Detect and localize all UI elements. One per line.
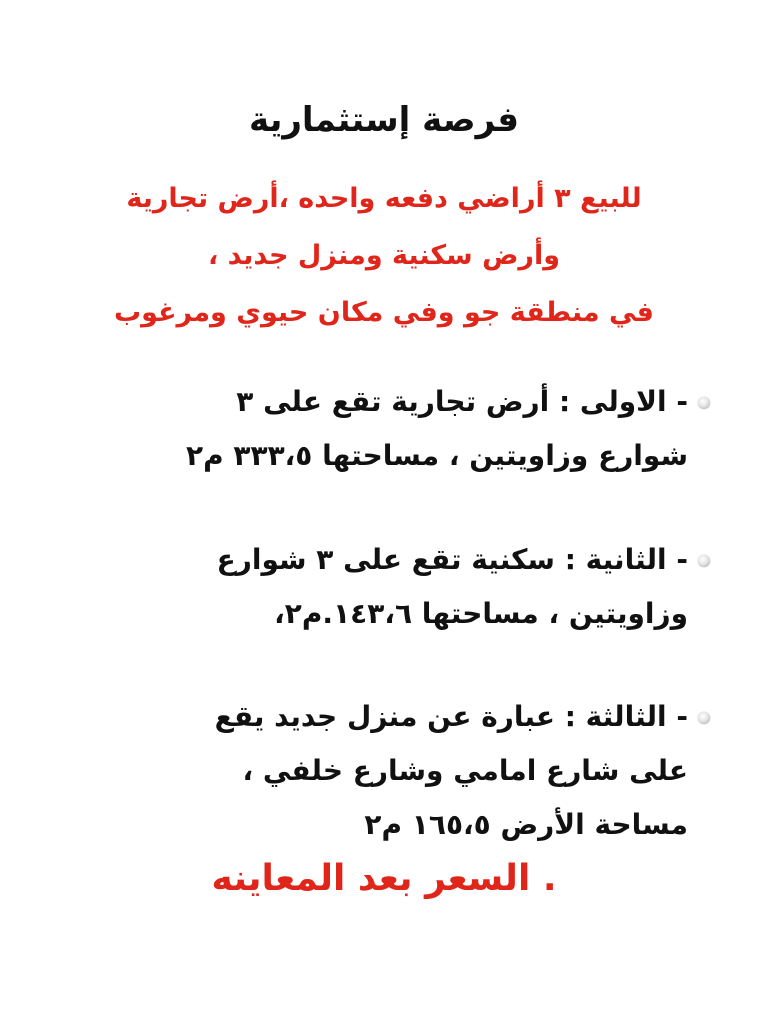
list-item-line: - الثانية : سكنية تقع على ٣ شوارع xyxy=(216,543,688,576)
list-item-line: - الاولى : أرض تجارية تقع على ٣ xyxy=(236,385,688,418)
page-title: فرصة إستثمارية xyxy=(248,100,520,140)
intro-line: في منطقة جو وفي مكان حيوي ومرغوب xyxy=(114,297,654,328)
price-note: . السعر بعد المعاينه xyxy=(211,858,557,899)
intro-line: وأرض سكنية ومنزل جديد ، xyxy=(208,240,560,271)
bullet-icon xyxy=(698,555,710,567)
bullet-icon xyxy=(698,712,710,724)
list-item-line: شوارع وزاويتين ، مساحتها ٣٣٣،٥ م٢ xyxy=(186,439,688,472)
list-item-line: على شارع امامي وشارع خلفي ، xyxy=(242,754,688,787)
bullet-icon xyxy=(698,397,710,409)
list-item-third-house xyxy=(98,690,688,852)
list-item-line: وزاويتين ، مساحتها ١٤٣،٦.م٢، xyxy=(274,597,688,630)
list-item-second-land xyxy=(98,533,688,641)
list-item-first-land xyxy=(98,375,688,483)
intro-text xyxy=(60,170,708,341)
list-item-line: - الثالثة : عبارة عن منزل جديد يقع xyxy=(214,700,688,733)
intro-line: للبيع ٣ أراضي دفعه واحده ،أرض تجارية xyxy=(126,183,642,214)
list-item-line: مساحة الأرض ١٦٥،٥ م٢ xyxy=(364,808,688,841)
